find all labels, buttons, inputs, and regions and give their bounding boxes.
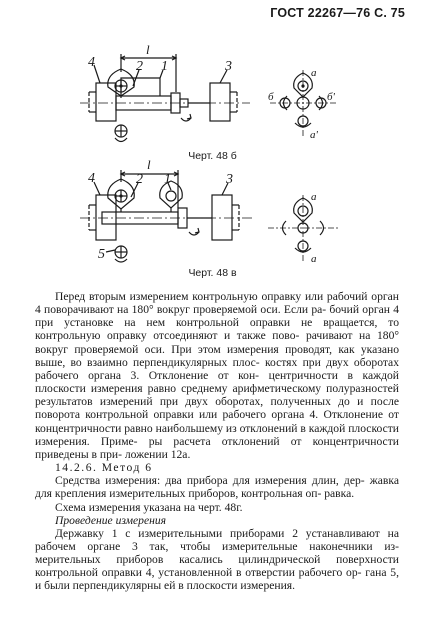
fig48b-label-b-prime: б': [327, 91, 335, 103]
fig48v-number-4: 4: [88, 171, 95, 186]
fig48b-number-2: 2: [136, 59, 143, 74]
page-header: ГОСТ 22267—76 С. 75: [270, 6, 405, 20]
fig48v-number-2: 2: [136, 172, 143, 187]
fig48b-label-b: б: [268, 91, 274, 103]
fig48b-label-a-prime: а': [310, 129, 318, 141]
fig48b-number-3: 3: [225, 59, 232, 74]
fig48b-label-a: а: [311, 67, 317, 79]
paragraph-scheme: Схема измерения указана на черт. 48г.: [55, 500, 243, 514]
fig48b-dimension-l: l: [146, 42, 150, 57]
body-text: [35, 290, 399, 593]
fig48v-label-a-top: а: [311, 191, 317, 203]
paragraph-procedure: Державку 1 с измерительными приборами 2 устанавливают на рабочем органе 3 так, чтобы измерительные наконечники из- мерительных приборов касались цилиндрической поверхности контрольной оправки 4, установленной в отверстии рабочего ор- гана 5, и были перпендикулярны ей в плоскости измерения.: [35, 526, 399, 593]
fig48v-number-1: 1: [164, 172, 171, 187]
paragraph-remeasure: Перед вторым измерением контрольную оправку или рабочий орган 4 поворачивают на 180° вокруг проверяемой оси. Если ра- бочий орган 4 при установке на нем контрольной оправки не вращается, то контрольную оправку отсоединяют и также пово- рачивают на 180° вокруг проверяемой оси. При этом измерения проводят, как указано выше, во взаимно перпендикулярных плос- костях при двух оборотах рабочего органа 3. Отклонение от кон- центричности в каждой плоскости измерения равно среднему арифметическому полуразностей результатов измерений при двух оборотах, полученных до и после поворота контрольной оправки или рабочего органа 4. Отклонение от концентричности равно наибольшему из отклонений в каждой плоскости измерения. Приме- ры расчета отклонений от концентричности приведены в при- ложении 12а.: [35, 290, 400, 461]
figure-48v-drawing: [0, 0, 425, 290]
figure-48v-caption: Черт. 48 в: [188, 267, 237, 279]
fig48v-number-5: 5: [98, 247, 105, 262]
figure-48b-caption: Черт. 48 б: [188, 150, 237, 162]
fig48v-number-3: 3: [226, 172, 233, 187]
subheading-procedure: Проведение измерения: [55, 513, 167, 527]
fig48v-dimension-l: l: [147, 157, 151, 172]
fig48b-number-1: 1: [161, 59, 168, 74]
section-heading-method-6: 14.2.6. Метод 6: [55, 461, 153, 475]
fig48v-label-a-bottom: а: [311, 253, 317, 265]
fig48b-number-4: 4: [88, 55, 95, 70]
paragraph-instruments: Средства измерения: два прибора для измерения длин, дер- жавка для крепления измерительных приборов, контрольная оп- равка.: [35, 474, 399, 501]
